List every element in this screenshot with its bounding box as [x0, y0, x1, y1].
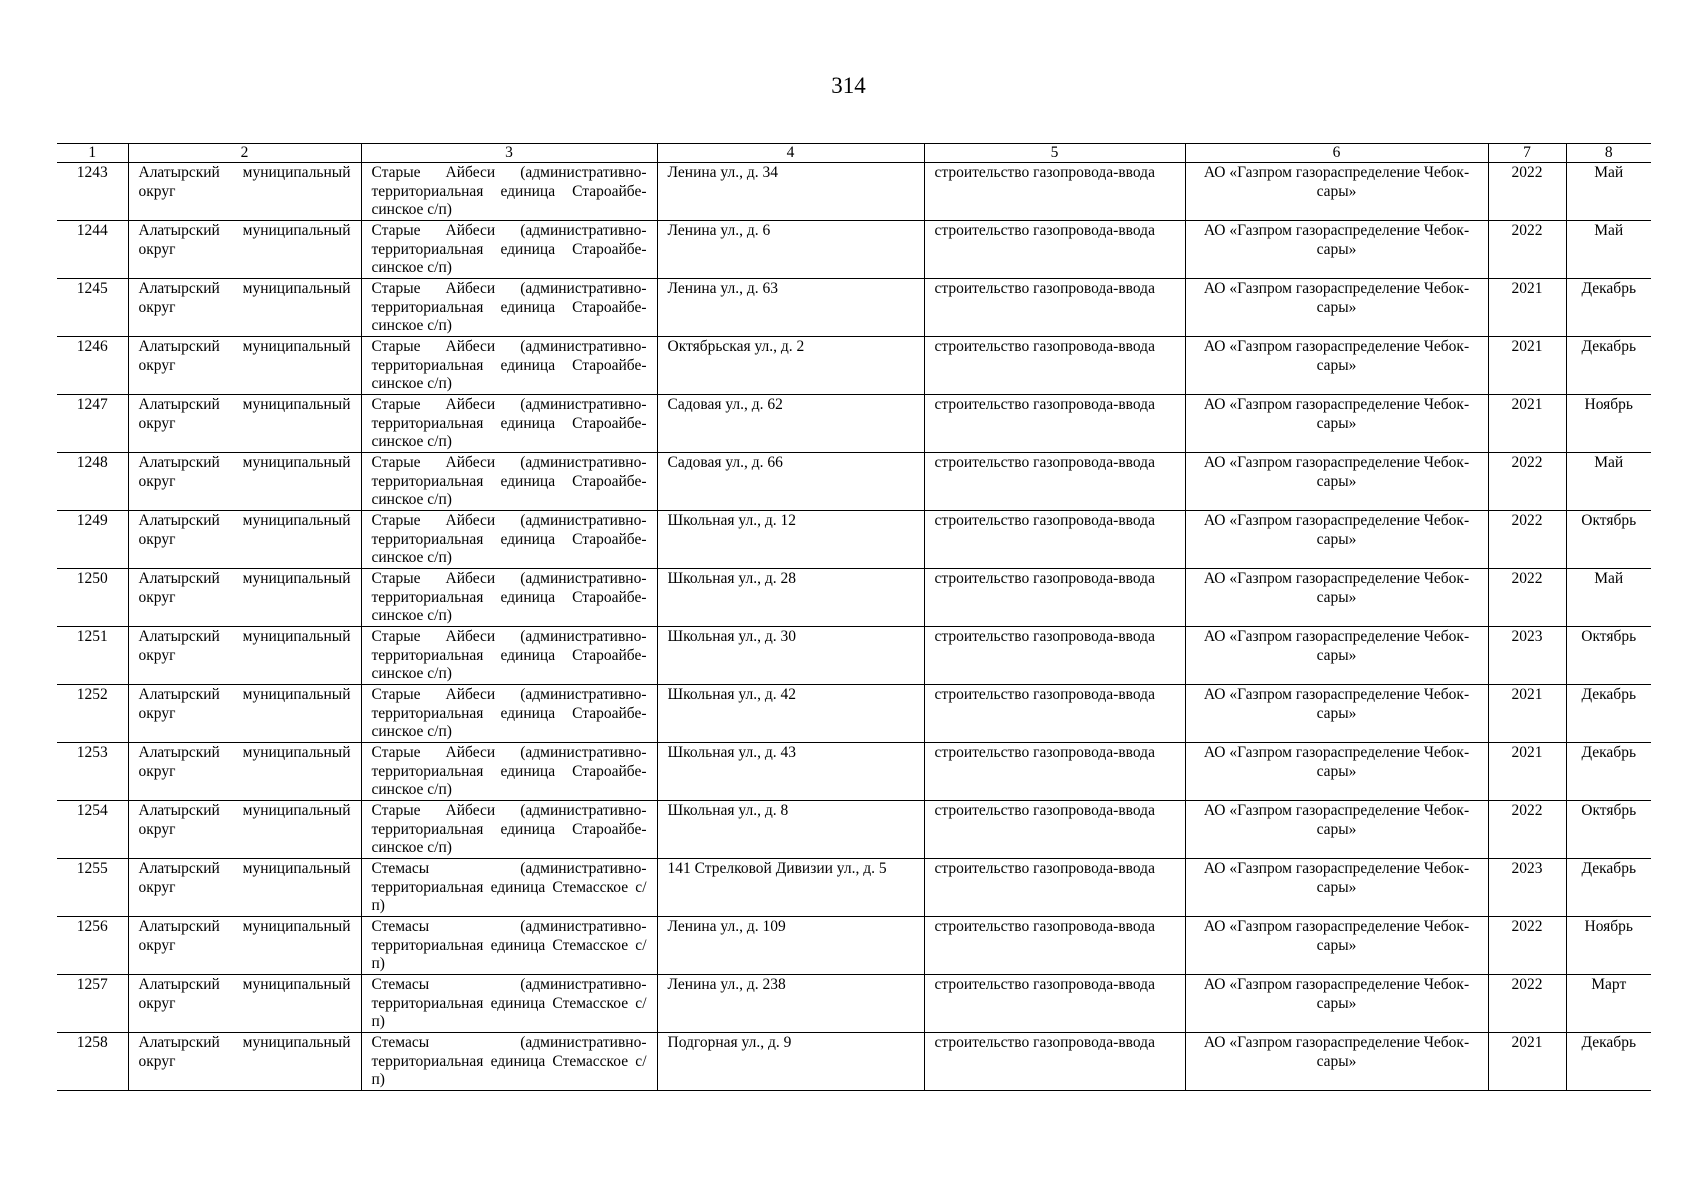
year-cell: 2022: [1488, 801, 1566, 859]
table-row: [57, 569, 1651, 627]
work-type-cell: строительство газопровода-ввода: [924, 917, 1185, 975]
table-row: [57, 917, 1651, 975]
header-cell-col-3: 3: [361, 144, 657, 163]
district-cell: Алатырский муниципальный округ: [128, 859, 361, 917]
address-cell: Ленина ул., д. 63: [657, 279, 924, 337]
row-number-cell: 1253: [57, 743, 128, 801]
table-row: [57, 279, 1651, 337]
row-number-cell: 1257: [57, 975, 128, 1033]
year-cell: 2021: [1488, 1033, 1566, 1091]
work-type-cell: строительство газопровода-ввода: [924, 511, 1185, 569]
settlement-cell: Старые Айбеси (административно-территориальная единица Староайбе-синское с/п): [361, 221, 657, 279]
organization-cell: АО «Газпром газораспределение Чебок-сары»: [1185, 453, 1488, 511]
month-cell: Декабрь: [1566, 1033, 1651, 1091]
table-row: [57, 627, 1651, 685]
district-cell: Алатырский муниципальный округ: [128, 685, 361, 743]
district-cell: Алатырский муниципальный округ: [128, 279, 361, 337]
row-number-cell: 1251: [57, 627, 128, 685]
address-cell: Ленина ул., д. 109: [657, 917, 924, 975]
row-number-cell: 1252: [57, 685, 128, 743]
settlement-cell: Старые Айбеси (административно-территориальная единица Староайбе-синское с/п): [361, 743, 657, 801]
organization-cell: АО «Газпром газораспределение Чебок-сары»: [1185, 975, 1488, 1033]
month-cell: Декабрь: [1566, 337, 1651, 395]
header-cell-col-6: 6: [1185, 144, 1488, 163]
district-cell: Алатырский муниципальный округ: [128, 975, 361, 1033]
district-cell: Алатырский муниципальный округ: [128, 743, 361, 801]
month-cell: Май: [1566, 453, 1651, 511]
row-number-cell: 1258: [57, 1033, 128, 1091]
address-cell: Ленина ул., д. 238: [657, 975, 924, 1033]
row-number-cell: 1243: [57, 163, 128, 221]
address-cell: Школьная ул., д. 8: [657, 801, 924, 859]
table-row: [57, 743, 1651, 801]
work-type-cell: строительство газопровода-ввода: [924, 279, 1185, 337]
district-cell: Алатырский муниципальный округ: [128, 917, 361, 975]
header-row: [57, 144, 1651, 163]
header-cell-col-2: 2: [128, 144, 361, 163]
work-type-cell: строительство газопровода-ввода: [924, 569, 1185, 627]
district-cell: Алатырский муниципальный округ: [128, 801, 361, 859]
district-cell: Алатырский муниципальный округ: [128, 395, 361, 453]
work-type-cell: строительство газопровода-ввода: [924, 453, 1185, 511]
table-row: [57, 511, 1651, 569]
year-cell: 2023: [1488, 627, 1566, 685]
row-number-cell: 1254: [57, 801, 128, 859]
year-cell: 2021: [1488, 685, 1566, 743]
month-cell: Май: [1566, 569, 1651, 627]
settlement-cell: Старые Айбеси (административно-территориальная единица Староайбе-синское с/п): [361, 511, 657, 569]
work-type-cell: строительство газопровода-ввода: [924, 395, 1185, 453]
header-cell-col-8: 8: [1566, 144, 1651, 163]
table-header: [57, 144, 1651, 163]
district-cell: Алатырский муниципальный округ: [128, 1033, 361, 1091]
year-cell: 2022: [1488, 163, 1566, 221]
district-cell: Алатырский муниципальный округ: [128, 163, 361, 221]
month-cell: Март: [1566, 975, 1651, 1033]
work-type-cell: строительство газопровода-ввода: [924, 859, 1185, 917]
month-cell: Декабрь: [1566, 279, 1651, 337]
year-cell: 2022: [1488, 511, 1566, 569]
work-type-cell: строительство газопровода-ввода: [924, 743, 1185, 801]
header-cell-col-5: 5: [924, 144, 1185, 163]
settlement-cell: Стемасы (административно-территориальная единица Стемасское с/п): [361, 917, 657, 975]
year-cell: 2022: [1488, 453, 1566, 511]
district-cell: Алатырский муниципальный округ: [128, 453, 361, 511]
work-type-cell: строительство газопровода-ввода: [924, 975, 1185, 1033]
table-row: [57, 975, 1651, 1033]
header-cell-col-1: 1: [57, 144, 128, 163]
row-number-cell: 1246: [57, 337, 128, 395]
settlement-cell: Стемасы (административно-территориальная единица Стемасское с/п): [361, 859, 657, 917]
year-cell: 2022: [1488, 917, 1566, 975]
row-number-cell: 1255: [57, 859, 128, 917]
work-type-cell: строительство газопровода-ввода: [924, 221, 1185, 279]
work-type-cell: строительство газопровода-ввода: [924, 337, 1185, 395]
address-cell: Школьная ул., д. 28: [657, 569, 924, 627]
month-cell: Октябрь: [1566, 801, 1651, 859]
month-cell: Декабрь: [1566, 743, 1651, 801]
year-cell: 2021: [1488, 337, 1566, 395]
address-cell: Октябрьская ул., д. 2: [657, 337, 924, 395]
organization-cell: АО «Газпром газораспределение Чебок-сары»: [1185, 395, 1488, 453]
organization-cell: АО «Газпром газораспределение Чебок-сары»: [1185, 1033, 1488, 1091]
district-cell: Алатырский муниципальный округ: [128, 511, 361, 569]
work-type-cell: строительство газопровода-ввода: [924, 627, 1185, 685]
address-cell: Школьная ул., д. 12: [657, 511, 924, 569]
year-cell: 2021: [1488, 743, 1566, 801]
settlement-cell: Старые Айбеси (административно-территориальная единица Староайбе-синское с/п): [361, 395, 657, 453]
month-cell: Октябрь: [1566, 627, 1651, 685]
month-cell: Декабрь: [1566, 859, 1651, 917]
row-number-cell: 1249: [57, 511, 128, 569]
month-cell: Ноябрь: [1566, 917, 1651, 975]
organization-cell: АО «Газпром газораспределение Чебок-сары»: [1185, 917, 1488, 975]
registry-table: [57, 143, 1651, 1091]
row-number-cell: 1256: [57, 917, 128, 975]
table-row: [57, 859, 1651, 917]
month-cell: Май: [1566, 221, 1651, 279]
year-cell: 2023: [1488, 859, 1566, 917]
organization-cell: АО «Газпром газораспределение Чебок-сары»: [1185, 337, 1488, 395]
settlement-cell: Старые Айбеси (административно-территориальная единица Староайбе-синское с/п): [361, 453, 657, 511]
year-cell: 2021: [1488, 395, 1566, 453]
settlement-cell: Стемасы (административно-территориальная единица Стемасское с/п): [361, 975, 657, 1033]
table-row: [57, 685, 1651, 743]
year-cell: 2022: [1488, 221, 1566, 279]
settlement-cell: Старые Айбеси (административно-территориальная единица Староайбе-синское с/п): [361, 801, 657, 859]
work-type-cell: строительство газопровода-ввода: [924, 163, 1185, 221]
organization-cell: АО «Газпром газораспределение Чебок-сары»: [1185, 801, 1488, 859]
table-row: [57, 1033, 1651, 1091]
district-cell: Алатырский муниципальный округ: [128, 337, 361, 395]
settlement-cell: Стемасы (административно-территориальная единица Стемасское с/п): [361, 1033, 657, 1091]
row-number-cell: 1248: [57, 453, 128, 511]
address-cell: Школьная ул., д. 43: [657, 743, 924, 801]
settlement-cell: Старые Айбеси (административно-территориальная единица Староайбе-синское с/п): [361, 685, 657, 743]
settlement-cell: Старые Айбеси (административно-территориальная единица Староайбе-синское с/п): [361, 279, 657, 337]
district-cell: Алатырский муниципальный округ: [128, 221, 361, 279]
table-row: [57, 453, 1651, 511]
organization-cell: АО «Газпром газораспределение Чебок-сары»: [1185, 163, 1488, 221]
organization-cell: АО «Газпром газораспределение Чебок-сары»: [1185, 511, 1488, 569]
organization-cell: АО «Газпром газораспределение Чебок-сары»: [1185, 221, 1488, 279]
month-cell: Ноябрь: [1566, 395, 1651, 453]
settlement-cell: Старые Айбеси (административно-территориальная единица Староайбе-синское с/п): [361, 627, 657, 685]
district-cell: Алатырский муниципальный округ: [128, 627, 361, 685]
month-cell: Май: [1566, 163, 1651, 221]
year-cell: 2022: [1488, 569, 1566, 627]
organization-cell: АО «Газпром газораспределение Чебок-сары»: [1185, 743, 1488, 801]
organization-cell: АО «Газпром газораспределение Чебок-сары»: [1185, 569, 1488, 627]
district-cell: Алатырский муниципальный округ: [128, 569, 361, 627]
table-row: [57, 801, 1651, 859]
address-cell: Школьная ул., д. 30: [657, 627, 924, 685]
table-row: [57, 163, 1651, 221]
organization-cell: АО «Газпром газораспределение Чебок-сары»: [1185, 685, 1488, 743]
table-row: [57, 337, 1651, 395]
settlement-cell: Старые Айбеси (административно-территориальная единица Староайбе-синское с/п): [361, 569, 657, 627]
organization-cell: АО «Газпром газораспределение Чебок-сары»: [1185, 859, 1488, 917]
settlement-cell: Старые Айбеси (административно-территориальная единица Староайбе-синское с/п): [361, 337, 657, 395]
row-number-cell: 1245: [57, 279, 128, 337]
organization-cell: АО «Газпром газораспределение Чебок-сары»: [1185, 627, 1488, 685]
month-cell: Октябрь: [1566, 511, 1651, 569]
address-cell: Школьная ул., д. 42: [657, 685, 924, 743]
address-cell: Ленина ул., д. 34: [657, 163, 924, 221]
month-cell: Декабрь: [1566, 685, 1651, 743]
table-row: [57, 221, 1651, 279]
header-cell-col-4: 4: [657, 144, 924, 163]
year-cell: 2021: [1488, 279, 1566, 337]
page-number: 314: [831, 73, 866, 98]
work-type-cell: строительство газопровода-ввода: [924, 685, 1185, 743]
settlement-cell: Старые Айбеси (административно-территориальная единица Староайбе-синское с/п): [361, 163, 657, 221]
row-number-cell: 1247: [57, 395, 128, 453]
row-number-cell: 1250: [57, 569, 128, 627]
header-cell-col-7: 7: [1488, 144, 1566, 163]
organization-cell: АО «Газпром газораспределение Чебок-сары»: [1185, 279, 1488, 337]
year-cell: 2022: [1488, 975, 1566, 1033]
address-cell: Ленина ул., д. 6: [657, 221, 924, 279]
work-type-cell: строительство газопровода-ввода: [924, 801, 1185, 859]
work-type-cell: строительство газопровода-ввода: [924, 1033, 1185, 1091]
address-cell: Садовая ул., д. 62: [657, 395, 924, 453]
table-body: [57, 163, 1651, 1091]
address-cell: Садовая ул., д. 66: [657, 453, 924, 511]
table-row: [57, 395, 1651, 453]
address-cell: 141 Стрелковой Дивизии ул., д. 5: [657, 859, 924, 917]
row-number-cell: 1244: [57, 221, 128, 279]
address-cell: Подгорная ул., д. 9: [657, 1033, 924, 1091]
